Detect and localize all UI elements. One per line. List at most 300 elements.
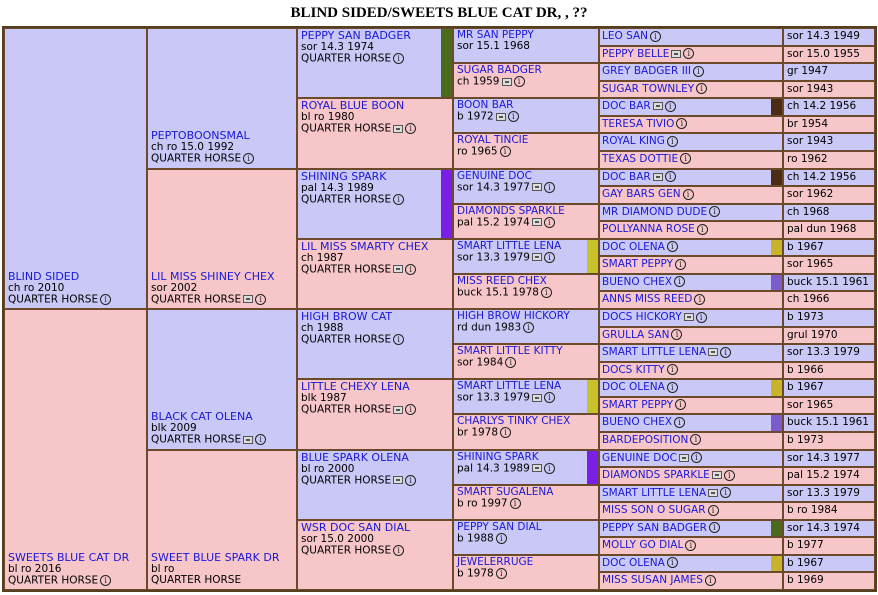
horse-name-link[interactable]: SHINING SPARK (457, 450, 539, 463)
horse-details-cell (783, 169, 875, 187)
info-icon[interactable]: i (697, 224, 708, 235)
info-icon[interactable]: i (405, 264, 416, 275)
dam-cell (453, 63, 599, 98)
horse-details: br 1954 (787, 117, 829, 130)
horse-breed: QUARTER HORSE i (8, 575, 144, 587)
sire-cell (599, 169, 783, 187)
horse-name-link[interactable]: DOC BAR i (602, 171, 676, 183)
horse-details-cell (783, 239, 875, 257)
horse-details: buck 15.1 1978 i (457, 287, 596, 299)
info-icon[interactable]: i (544, 217, 555, 228)
horse-details-cell (783, 555, 875, 573)
sire-cell (297, 309, 453, 379)
info-icon[interactable]: i (696, 83, 707, 94)
dam-cell (599, 151, 783, 169)
horse-breed: QUARTER HORSE i (151, 153, 294, 165)
dam-cell (599, 46, 783, 64)
horse-name-link[interactable]: SUGAR TOWNLEY i (602, 83, 707, 95)
horse-details-cell (783, 98, 875, 116)
info-icon[interactable]: i (720, 487, 731, 498)
horse-name-link[interactable]: GAY BARS GEN i (602, 188, 694, 200)
horse-details-cell (783, 572, 875, 590)
color-swatch (771, 556, 782, 572)
photo-icon[interactable] (243, 436, 253, 444)
horse-details: ch 1988 (301, 322, 344, 334)
info-icon[interactable]: i (544, 392, 555, 403)
info-icon[interactable]: i (393, 194, 404, 205)
photo-icon[interactable] (532, 183, 542, 191)
info-icon[interactable]: i (671, 329, 682, 340)
photo-icon[interactable] (684, 313, 694, 321)
info-icon[interactable]: i (500, 146, 511, 157)
horse-details: ch 14.2 1956 (787, 100, 857, 113)
sire-cell (297, 28, 453, 98)
sire-cell (453, 450, 599, 485)
sire-cell (147, 28, 297, 169)
horse-details: b 1977 (787, 539, 824, 552)
horse-details: sor 15.0 1955 (787, 47, 860, 60)
photo-icon[interactable] (708, 348, 718, 356)
horse-name-link[interactable]: SMART LITTLE LENA (457, 380, 562, 393)
horse-name-link[interactable]: SMART PEPPY i (602, 258, 686, 270)
dam-cell (599, 81, 783, 99)
info-icon[interactable]: i (255, 434, 266, 445)
horse-details: pal 14.3 1989 (301, 181, 374, 194)
horse-details: sor 14.3 1977 i (457, 182, 596, 194)
sire-cell (599, 520, 783, 538)
horse-name-link[interactable]: SMART LITTLE LENA (457, 239, 562, 252)
horse-details: pal 14.3 1989 i (457, 463, 596, 475)
horse-name-link[interactable]: SMART LITTLE KITTY (457, 345, 563, 358)
horse-name-link[interactable]: GREY BADGER III i (602, 65, 704, 77)
horse-details-cell (783, 502, 875, 520)
horse-name-link[interactable]: PEPPY SAN BADGER (301, 29, 411, 42)
horse-name-link[interactable]: LIL MISS SMARTY CHEX (301, 239, 429, 253)
horse-name-link[interactable]: MOLLY GO DIAL i (602, 539, 696, 551)
horse-details-cell (783, 151, 875, 169)
info-icon[interactable]: i (405, 404, 416, 415)
color-swatch (587, 240, 598, 273)
horse-name-link[interactable]: SHINING SPARK (301, 169, 387, 183)
info-icon[interactable]: i (496, 533, 507, 544)
photo-icon[interactable] (393, 406, 403, 414)
sire-cell (297, 450, 453, 520)
horse-details: sor 14.3 1974 (301, 41, 374, 53)
horse-name-link[interactable]: PEPPY BELLE i (602, 48, 694, 60)
horse-name-link[interactable]: POLLYANNA ROSE i (602, 223, 708, 235)
dam-cell (147, 169, 297, 310)
horse-details: b 1967 (787, 381, 824, 394)
info-icon[interactable]: i (667, 382, 678, 393)
horse-name-link[interactable]: BLIND SIDED (8, 269, 80, 283)
info-icon[interactable]: i (541, 287, 552, 298)
horse-breed: QUARTER HORSE (151, 574, 242, 586)
horse-details-cell (783, 291, 875, 309)
sire-cell (599, 274, 783, 292)
horse-name-link[interactable]: SMART SUGALENA (457, 485, 554, 498)
sire-cell (599, 28, 783, 46)
horse-name-link[interactable]: PEPPY SAN BADGER i (602, 522, 720, 534)
info-icon[interactable]: i (724, 470, 735, 481)
dam-cell (453, 133, 599, 168)
info-icon[interactable]: i (100, 575, 111, 586)
info-icon[interactable]: i (683, 189, 694, 200)
horse-details-cell (783, 221, 875, 239)
horse-details: sor 13.3 1979 (787, 346, 860, 359)
info-icon[interactable]: i (720, 347, 731, 358)
info-icon[interactable]: i (705, 575, 716, 586)
horse-name-link[interactable]: GENUINE DOC (457, 169, 532, 182)
horse-name-link[interactable]: PEPPY SAN DIAL (457, 520, 542, 533)
horse-name-link[interactable]: SWEET BLUE SPARK DR (151, 551, 280, 564)
photo-icon[interactable] (496, 113, 506, 121)
photo-icon[interactable] (653, 173, 663, 181)
dam-cell (599, 186, 783, 204)
horse-name-link[interactable]: DOC BAR i (602, 100, 676, 112)
horse-details: ch 14.2 1956 (787, 170, 857, 183)
horse-name-link[interactable]: DOC OLENA i (602, 241, 678, 253)
info-icon[interactable]: i (665, 171, 676, 182)
dam-cell (599, 221, 783, 239)
photo-icon[interactable] (393, 125, 403, 133)
sire-cell (599, 63, 783, 81)
horse-details: ch 1968 (787, 205, 830, 218)
photo-icon[interactable] (502, 78, 512, 86)
horse-details: ch ro 15.0 1992 (151, 141, 235, 153)
photo-icon[interactable] (532, 464, 542, 472)
sire-cell (453, 520, 599, 555)
horse-name-link[interactable]: HIGH BROW CAT (301, 310, 393, 323)
dam-cell (599, 572, 783, 590)
info-icon[interactable]: i (544, 463, 555, 474)
horse-name-link[interactable]: MISS REED CHEX (457, 274, 547, 287)
horse-details-cell (783, 327, 875, 345)
horse-details: b 1967 (787, 240, 824, 253)
photo-icon[interactable] (532, 253, 542, 261)
sire-cell (453, 28, 599, 63)
horse-breed: QUARTER HORSE i (301, 334, 450, 346)
horse-name-link[interactable]: SUGAR BADGER (457, 64, 542, 77)
horse-details: bl ro 2000 (301, 462, 355, 475)
info-icon[interactable]: i (243, 153, 254, 164)
info-icon[interactable]: i (680, 153, 691, 164)
info-icon[interactable]: i (514, 76, 525, 87)
dam-cell (599, 397, 783, 415)
photo-icon[interactable] (708, 489, 718, 497)
horse-name-link[interactable]: DOCS HICKORY i (602, 311, 707, 323)
dam-cell (4, 309, 147, 590)
horse-details: bl ro 2016 (8, 562, 62, 575)
horse-name-link[interactable]: BLACK CAT OLENA (151, 410, 253, 423)
horse-details: ch 1987 (301, 251, 344, 264)
horse-details: sor 2002 (151, 281, 198, 294)
horse-details: b 1966 (787, 363, 824, 376)
photo-icon[interactable] (393, 265, 403, 273)
photo-icon[interactable] (243, 295, 253, 303)
horse-details: pal 15.2 1974 (787, 469, 860, 482)
sire-cell (453, 239, 599, 274)
info-icon[interactable]: i (505, 357, 516, 368)
info-icon[interactable]: i (544, 252, 555, 263)
horse-details-cell (783, 432, 875, 450)
horse-name-link[interactable]: TEXAS DOTTIE i (602, 153, 691, 165)
info-icon[interactable]: i (508, 111, 519, 122)
sire-cell (599, 133, 783, 151)
horse-name-link[interactable]: ROYAL KING i (602, 135, 678, 147)
dam-cell (453, 204, 599, 239)
horse-details: blk 2009 (151, 422, 197, 434)
sire-cell (4, 28, 147, 309)
dam-cell (599, 362, 783, 380)
horse-details: b 1967 (787, 556, 824, 569)
dam-cell (453, 555, 599, 590)
horse-name-link[interactable]: LEO SAN i (602, 30, 661, 42)
horse-details-cell (783, 485, 875, 503)
info-icon[interactable]: i (675, 399, 686, 410)
horse-name-link[interactable]: BOON BAR (457, 99, 514, 112)
sire-cell (599, 309, 783, 327)
sire-cell (453, 98, 599, 133)
info-icon[interactable]: i (510, 498, 521, 509)
dam-cell (297, 379, 453, 449)
dam-cell (453, 414, 599, 449)
info-icon[interactable]: i (500, 427, 511, 438)
horse-name-link[interactable]: BLUE SPARK OLENA (301, 450, 409, 464)
color-swatch (441, 170, 452, 238)
dam-cell (599, 537, 783, 555)
info-icon[interactable]: i (690, 434, 701, 445)
horse-details: b 1973 (787, 311, 824, 323)
horse-breed: QUARTER HORSE i (301, 545, 450, 557)
horse-name-link[interactable]: MISS SUSAN JAMES i (602, 574, 716, 586)
sire-cell (453, 379, 599, 414)
color-swatch (771, 275, 782, 291)
horse-name-link[interactable]: SMART LITTLE LENA i (602, 487, 731, 499)
page-title: BLIND SIDED/SWEETS BLUE CAT DR, , ?? (290, 5, 588, 21)
dam-cell (297, 239, 453, 309)
info-icon[interactable]: i (393, 53, 404, 64)
horse-details: b 1969 (787, 574, 824, 587)
sire-cell (599, 98, 783, 116)
horse-details: sor 15.0 2000 (301, 532, 374, 545)
horse-breed: QUARTER HORSE i (301, 194, 450, 206)
info-icon[interactable]: i (405, 123, 416, 134)
color-swatch (587, 451, 598, 484)
horse-details-cell (783, 133, 875, 151)
horse-name-link[interactable]: ANNS MISS REED i (602, 293, 705, 305)
info-icon[interactable]: i (694, 294, 705, 305)
horse-details-cell (783, 379, 875, 397)
color-swatch (441, 29, 452, 97)
info-icon[interactable]: i (709, 522, 720, 533)
info-icon[interactable]: i (544, 182, 555, 193)
horse-details: sor 13.3 1979 i (457, 252, 596, 264)
horse-details: sor 14.3 1974 (787, 521, 860, 534)
horse-details: ch 1959 i (457, 76, 596, 88)
horse-details: sor 14.3 1977 (787, 451, 860, 464)
horse-details: ch ro 2010 (8, 281, 65, 294)
horse-name-link[interactable]: BARDEPOSITION i (602, 434, 701, 446)
info-icon[interactable]: i (665, 101, 676, 112)
horse-details: rd dun 1983 i (457, 322, 596, 334)
horse-name-link[interactable]: SMART LITTLE LENA i (602, 346, 731, 358)
photo-icon[interactable] (532, 218, 542, 226)
horse-name-link[interactable]: SMART PEPPY i (602, 399, 686, 411)
horse-name-link[interactable]: ROYAL BLUE BOON (301, 99, 405, 113)
info-icon[interactable]: i (523, 322, 534, 333)
horse-details-cell (783, 362, 875, 380)
dam-cell (453, 485, 599, 520)
horse-name-link[interactable]: BUENO CHEX i (602, 276, 685, 288)
horse-name-link[interactable]: MR DIAMOND DUDE i (602, 206, 720, 218)
info-icon[interactable]: i (100, 294, 111, 305)
info-icon[interactable]: i (496, 568, 507, 579)
horse-details-cell (783, 274, 875, 292)
photo-icon[interactable] (653, 102, 663, 110)
horse-name-link[interactable]: CHARLYS TINKY CHEX (457, 415, 571, 428)
horse-details: sor 14.3 1949 (787, 30, 860, 42)
dam-cell (599, 467, 783, 485)
info-icon[interactable]: i (255, 294, 266, 305)
horse-name-link[interactable]: HIGH BROW HICKORY (457, 310, 570, 322)
photo-icon[interactable] (712, 471, 722, 479)
horse-details: bl ro 1980 (301, 111, 355, 124)
horse-details: sor 1965 (787, 258, 834, 271)
info-icon[interactable]: i (676, 118, 687, 129)
info-icon[interactable]: i (674, 417, 685, 428)
horse-breed: QUARTER HORSE i (301, 404, 450, 416)
horse-name-link[interactable]: PEPTOBOONSMAL (151, 129, 250, 142)
info-icon[interactable]: i (667, 241, 678, 252)
sire-cell (599, 555, 783, 573)
horse-breed: QUARTER HORSE i (301, 475, 450, 487)
horse-details: ro 1962 (787, 152, 828, 165)
horse-name-link[interactable]: MR SAN PEPPY (457, 29, 534, 41)
info-icon[interactable]: i (667, 136, 678, 147)
horse-details: buck 15.1 1961 (787, 416, 869, 429)
sire-cell (599, 344, 783, 362)
info-icon[interactable]: i (393, 545, 404, 556)
horse-details-cell (783, 46, 875, 64)
info-icon[interactable]: i (696, 312, 707, 323)
color-swatch (587, 380, 598, 413)
info-icon[interactable]: i (675, 259, 686, 270)
horse-details-cell (783, 186, 875, 204)
info-icon[interactable]: i (405, 475, 416, 486)
horse-breed: QUARTER HORSE i (151, 434, 294, 446)
horse-name-link[interactable]: ROYAL TINCIE (457, 134, 529, 147)
horse-details: br 1978 i (457, 427, 596, 439)
horse-name-link[interactable]: LITTLE CHEXY LENA (301, 380, 410, 394)
info-icon[interactable]: i (708, 505, 719, 516)
dam-cell (599, 256, 783, 274)
photo-icon[interactable] (679, 454, 689, 462)
info-icon[interactable]: i (693, 66, 704, 77)
pedigree-tree (2, 26, 877, 592)
info-icon[interactable]: i (393, 334, 404, 345)
photo-icon[interactable] (393, 476, 403, 484)
horse-name-link[interactable]: GENUINE DOC i (602, 452, 702, 464)
horse-details: sor 1962 (787, 188, 834, 201)
horse-details-cell (783, 256, 875, 274)
horse-name-link[interactable]: MISS SON O SUGAR i (602, 504, 719, 516)
horse-details: pal dun 1968 (787, 223, 857, 236)
color-swatch (771, 170, 782, 186)
dam-cell (297, 520, 453, 590)
horse-name-link[interactable]: SWEETS BLUE CAT DR (8, 550, 130, 564)
horse-details-cell (783, 344, 875, 362)
info-icon[interactable]: i (709, 206, 720, 217)
horse-name-link[interactable]: LIL MISS SHINEY CHEX (151, 269, 275, 283)
horse-name-link[interactable]: DOC OLENA i (602, 557, 678, 569)
horse-details: sor 1965 (787, 398, 834, 411)
horse-name-link[interactable]: DOC OLENA i (602, 381, 678, 393)
horse-details: sor 1943 (787, 135, 834, 148)
horse-details-cell (783, 28, 875, 46)
horse-name-link[interactable]: DOCS KITTY i (602, 364, 678, 376)
horse-name-link[interactable]: GRULLA SAN i (602, 329, 682, 341)
horse-name-link[interactable]: JEWELERRUGE (457, 555, 534, 568)
horse-details-cell (783, 63, 875, 81)
horse-name-link[interactable]: WSR DOC SAN DIAL (301, 520, 411, 534)
info-icon[interactable]: i (667, 364, 678, 375)
info-icon[interactable]: i (667, 557, 678, 568)
color-swatch (771, 521, 782, 537)
color-swatch (771, 240, 782, 256)
horse-breed: QUARTER HORSE i (151, 294, 294, 306)
info-icon[interactable]: i (691, 452, 702, 463)
dam-cell (599, 327, 783, 345)
info-icon[interactable]: i (650, 31, 661, 42)
horse-name-link[interactable]: DIAMONDS SPARKLE i (602, 469, 735, 481)
info-icon[interactable]: i (674, 276, 685, 287)
horse-details-cell (783, 116, 875, 134)
info-icon[interactable]: i (683, 48, 694, 59)
horse-name-link[interactable]: DIAMONDS SPARKLE (457, 204, 565, 217)
horse-details: b 1988 i (457, 533, 596, 545)
horse-details-cell (783, 414, 875, 432)
horse-details: bl ro (151, 563, 175, 575)
photo-icon[interactable] (532, 394, 542, 402)
sire-cell (453, 169, 599, 204)
sire-cell (453, 309, 599, 344)
horse-details: b 1973 (787, 433, 824, 446)
horse-details-cell (783, 81, 875, 99)
dam-cell (147, 450, 297, 591)
sire-cell (147, 309, 297, 450)
horse-details: ro 1965 i (457, 146, 596, 158)
info-icon[interactable]: i (685, 540, 696, 551)
horse-name-link[interactable]: TERESA TIVIO i (602, 118, 687, 130)
horse-details: sor 15.1 1968 (457, 40, 530, 52)
photo-icon[interactable] (671, 50, 681, 58)
horse-details: grul 1970 (787, 328, 838, 341)
horse-details: sor 13.3 1979 i (457, 392, 596, 404)
horse-breed: QUARTER HORSE i (8, 294, 144, 306)
horse-details-cell (783, 467, 875, 485)
horse-details-cell (783, 520, 875, 538)
sire-cell (599, 379, 783, 397)
color-swatch (771, 380, 782, 396)
sire-cell (297, 169, 453, 239)
horse-name-link[interactable]: BUENO CHEX i (602, 416, 685, 428)
dam-cell (453, 274, 599, 309)
horse-details-cell (783, 204, 875, 222)
horse-details: b 1972 i (457, 111, 596, 123)
color-swatch (771, 415, 782, 431)
sire-cell (599, 204, 783, 222)
dam-cell (297, 98, 453, 168)
